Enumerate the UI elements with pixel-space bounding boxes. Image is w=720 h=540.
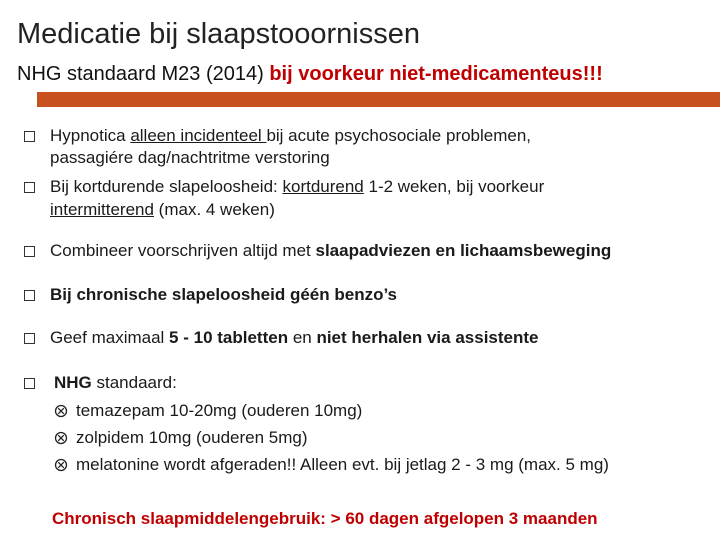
bullet-1-text-a: Hypnotica [50,126,131,145]
bullet-6-heading [54,372,177,394]
circled-cross-icon [54,404,68,418]
bullet-3-emphasis: slaapadviezen en lichaamsbeweging [315,241,612,260]
bullet-1-line-2: passagiére dag/nachtritme verstoring [50,148,330,167]
bullet-2-text-d: (max. 4 weken) [153,200,275,219]
bullet-2-line-1 [50,176,544,198]
bullet-2-emphasis-2: intermitterend [50,200,154,219]
square-bullet-icon [24,182,35,193]
subtitle-highlight: bij voorkeur niet-medicamenteus!!! [269,63,603,85]
bullet-2-line-2 [50,199,275,221]
square-bullet-icon [24,378,35,389]
bullet-5-text-c: en [288,328,317,347]
bullet-3 [50,240,611,262]
bullet-5-emphasis-2: niet herhalen via assistente [316,328,539,347]
square-bullet-icon [24,290,35,301]
bullet-5 [50,327,539,349]
bullet-4: Bij chronische slapeloosheid géén benzo’s [50,285,398,304]
slide-subtitle [17,63,603,86]
accent-rule [0,92,720,107]
bullet-5-text-a: Geef maximaal [50,328,170,347]
bullet-1-emphasis: alleen incidenteel [130,126,267,145]
bullet-2-text-c: 1-2 weken, bij voorkeur [363,177,545,196]
bullet-5-emphasis-1: 5 - 10 tabletten [169,328,289,347]
bullet-1-line-1 [50,125,531,147]
circled-cross-icon [54,431,68,445]
footer-note: Chronisch slaapmiddelengebruik: > 60 dagen afgelopen 3 maanden [52,509,598,528]
bullet-3-text-a: Combineer voorschrijven altijd met [50,241,316,260]
circled-cross-icon [54,458,68,472]
subtitle-prefix: NHG standaard M23 (2014) [17,63,270,85]
bullet-2-emphasis: kortdurend [282,177,364,196]
sub-item-1: temazepam 10-20mg (ouderen 10mg) [76,401,363,420]
sub-item-3: melatonine wordt afgeraden!! Alleen evt. bij jetlag 2 - 3 mg (max. 5 mg) [76,455,609,474]
square-bullet-icon [24,131,35,142]
bullet-6-emphasis: NHG [54,373,92,392]
square-bullet-icon [24,246,35,257]
bullet-2-text-a: Bij kortdurende slapeloosheid: [50,177,283,196]
bullet-6-text: standaard: [91,373,177,392]
slide-title: Medicatie bij slaapstooornissen [17,18,420,50]
square-bullet-icon [24,333,35,344]
bullet-1-text-c: bij acute psychosociale problemen, [266,126,532,145]
sub-item-2: zolpidem 10mg (ouderen 5mg) [76,428,308,447]
